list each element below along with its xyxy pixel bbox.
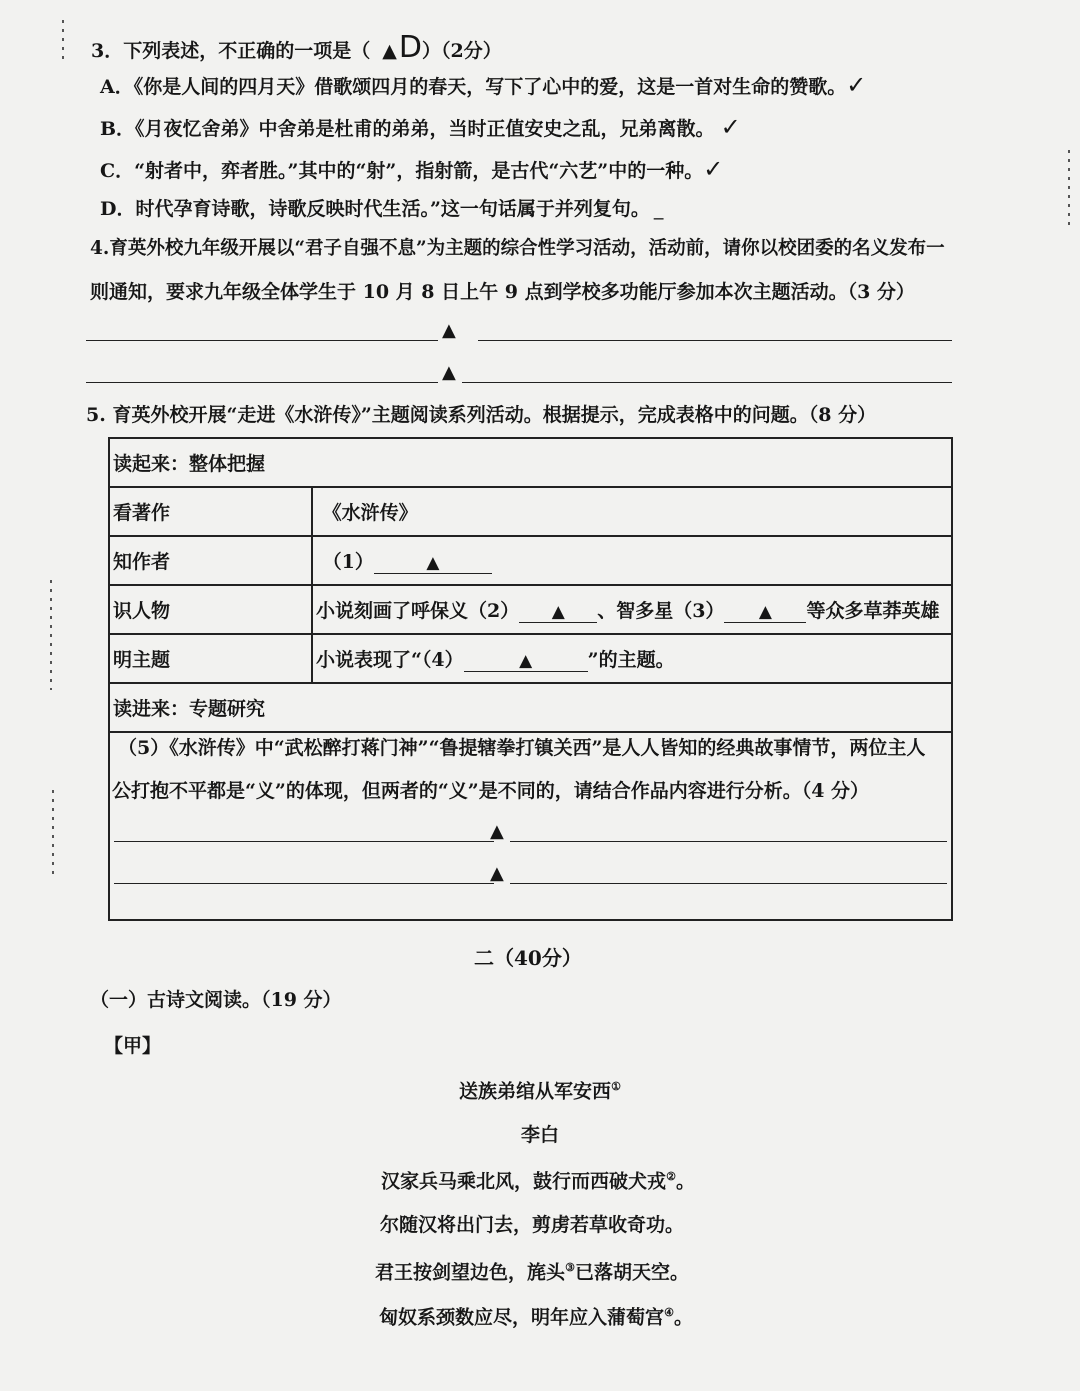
q3-option-c: C．“射者中，弈者胜。”其中的“射”，指射箭，是古代“六艺”中的一种。✓ [100,155,724,183]
answer-placeholder-mark: ▲ [382,40,397,62]
answer-placeholder-mark: ▲ [442,362,456,383]
poem-line: 匈奴系颈数应尽，明年应入蒲萄宫④。 [379,1306,693,1329]
binding-margin-marks [62,20,64,60]
q3-stem: 3．下列表述，不正确的一项是（ ▲D）（2分） [91,30,502,65]
row-content: 小说表现了“（4） ▲ ”的主题。 [312,634,952,683]
binding-margin-marks [1068,150,1070,230]
row-content: 《水浒传》 [312,487,952,536]
table-row [109,634,952,683]
answer-line[interactable] [114,841,494,842]
check-mark-icon: ✓ [720,113,741,141]
row-label: 看著作 [109,487,312,536]
answer-blank[interactable]: ▲ [519,600,597,623]
poem-title: 送族弟绾从军安西① [459,1080,621,1103]
answer-line[interactable] [478,340,952,341]
table-row [109,487,952,536]
part2-subsection-title: （一）古诗文阅读。（19 分） [90,989,342,1011]
q4-stem-line1: 4.育英外校九年级开展以“君子自强不息”为主题的综合性学习活动，活动前，请你以校团委的名义发布一 [90,238,945,259]
answer-line[interactable] [510,883,947,884]
poem-line: 汉家兵马乘北风，鼓行而西破犬戎②。 [381,1170,695,1193]
footnote-marker: ② [666,1170,676,1183]
q5-sub5-line2: 公打抱不平都是“义”的体现，但两者的“义”是不同的，请结合作品内容进行分析。（4 分） [112,780,870,802]
answer-placeholder-mark: ▲ [442,320,456,341]
answer-blank[interactable]: ▲ [724,600,806,623]
answer-placeholder-mark: ▲ [490,821,504,842]
row-content: 小说刻画了呼保义（2） ▲ 、智多星（3） ▲ 等众多草莽英雄 [312,585,952,634]
table-row [109,585,952,634]
answer-line[interactable] [86,340,438,341]
poem-line: 尔随汉将出门去，剪虏若草收奇功。 [379,1214,684,1236]
poem-line: 君王按剑望边色，旄头③已落胡天空。 [375,1261,689,1284]
q3-option-b: B．《月夜忆舍弟》中舍弟是杜甫的弟弟，当时正值安史之乱，兄弟离散。 ✓ [100,113,741,141]
check-mark-icon: ✓ [703,155,724,183]
answer-line[interactable] [510,841,947,842]
answer-line[interactable] [86,382,438,383]
row-label: 知作者 [109,536,312,585]
poem-label: 【甲】 [104,1035,162,1057]
answer-blank[interactable]: ▲ [464,649,588,672]
footnote-marker: ① [611,1080,621,1093]
q5-stem: 5. 育英外校开展“走进《水浒传》”主题阅读系列活动。根据提示，完成表格中的问题。（8 分） [86,404,877,426]
q3-option-d: D．时代孕育诗歌，诗歌反映时代生活。”这一句话属于并列复句。 _ [100,198,664,220]
answer-line[interactable] [462,382,952,383]
answer-blank[interactable]: ▲ [374,551,492,574]
q3-option-a: A．《你是人间的四月天》借歌颂四月的春天，写下了心中的爱，这是一首对生命的赞歌。✓ [100,71,867,99]
q5-sub5-cell [109,732,952,920]
binding-margin-marks [52,790,54,880]
poem-author: 李白 [520,1124,559,1146]
dash-mark: _ [653,198,664,220]
binding-margin-marks [50,580,52,690]
footnote-marker: ③ [565,1261,575,1274]
q5-sub5-line1: （5）《水浒传》中“武松醉打蒋门神”“鲁提辖拳打镇关西”是人人皆知的经典故事情节，两位主人 [118,737,926,759]
q4-stem-line2: 则通知，要求九年级全体学生于 10 月 8 日上午 9 点到学校多功能厅参加本次主题活动。（3 分） [90,281,915,303]
row-label: 明主题 [109,634,312,683]
part2-heading: 二（40分） [474,946,582,970]
reading-table [108,437,953,921]
answer-placeholder-mark: ▲ [490,863,504,884]
answer-line[interactable] [114,883,494,884]
handwritten-answer: D [398,30,422,65]
row-label: 识人物 [109,585,312,634]
footnote-marker: ④ [664,1306,674,1319]
table-row [109,536,952,585]
table-section-heading: 读起来：整体把握 [109,438,952,487]
table-section-heading: 读进来：专题研究 [109,683,952,732]
check-mark-icon: ✓ [846,71,867,99]
row-content: （1） ▲ [312,536,952,585]
